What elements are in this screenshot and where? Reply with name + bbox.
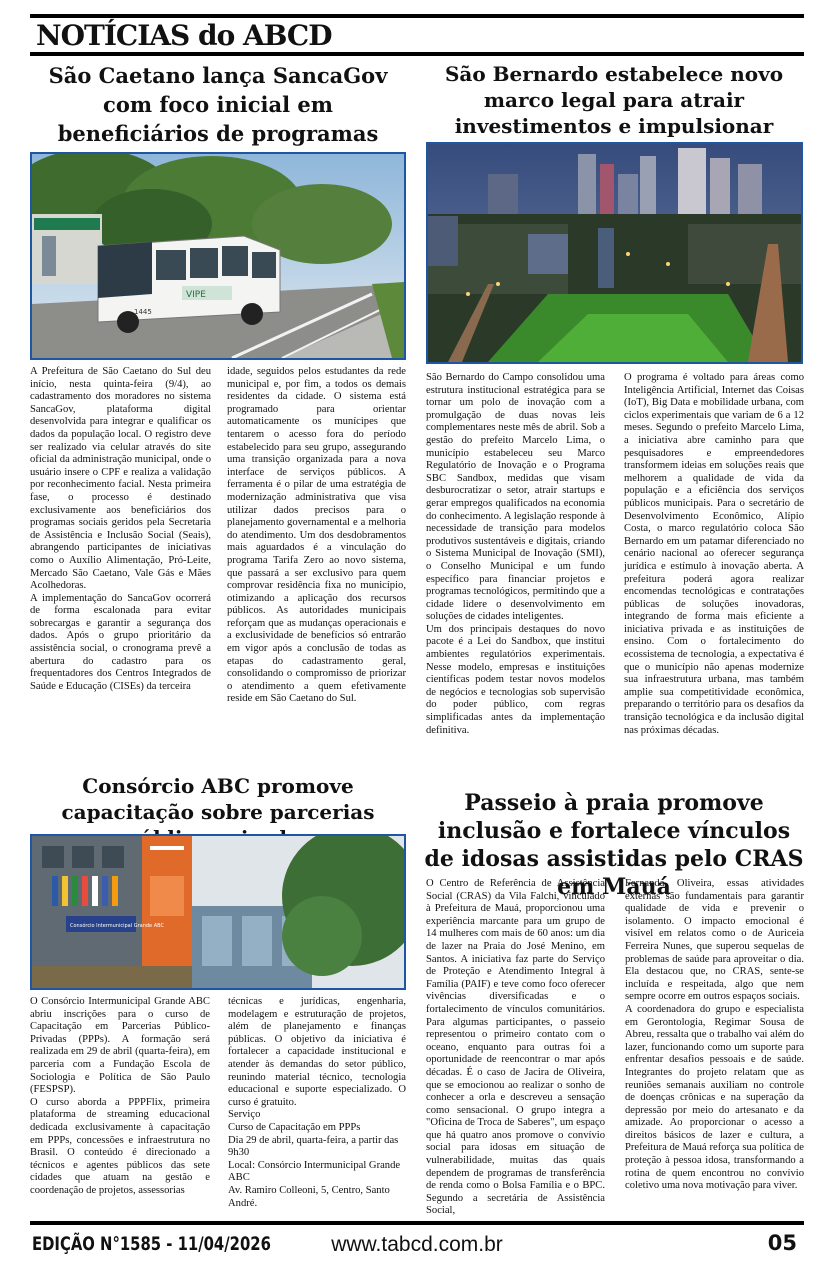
article-body-col1-sao-caetano — [30, 366, 211, 693]
edition-label: EDIÇÃO N°1585 - 11/04/2026 — [32, 1233, 271, 1255]
bus-photo — [30, 152, 406, 360]
paragraph: A coordenadora do grupo e especialista em Gerontologia, Regimar Sousa de Abreu, ressalta que o trabalho vai além do lazer, funcionando como um suporte para enfrentar desafios pessoais e de saúde. Integrantes do projeto relatam que as reuniões semanais auxiliam no controle de doenças crônicas e na superação da depressão por meio do artesanato e da amizade. Ao proporcionar o acesso a direitos básicos de lazer e cultura, a Prefeitura de Mauá reforça sua política de proteção à pessoa idosa, transformando a rotina de quem encontrou no convívio coletivo uma nova motivação para viver. — [625, 1003, 804, 1192]
article-body-col2-consorcio — [228, 996, 406, 1210]
bus-brand-text: VIPE — [186, 290, 206, 300]
masthead-title: NOTÍCIAS do ABCD — [36, 19, 332, 52]
article-headline-consorcio: Consórcio ABC promove capacitação sobre parcerias — [61, 774, 375, 824]
article-headline-sao-bernardo: São Bernardo estabelece novo marco legal para atrair investimentos e impulsionar — [444, 62, 784, 138]
service-label: Serviço — [228, 1109, 261, 1121]
service-address: Av. Ramiro Colleoni, 5, Centro, Santo André. — [228, 1184, 390, 1209]
article-headline-maua: Passeio à praia promove inclusão e fortalece vínculos de idosas assistidas pelo CRAS em Mauá — [424, 790, 804, 900]
article-body-col1-maua — [426, 878, 605, 1218]
paragraph: A Prefeitura de São Caetano do Sul deu início, nesta quinta-feira (9/4), ao cadastramento dos moradores no sistema SancaGov, plataforma digital desenvolvida para integrar e qualificar os dados da população local. O registro deve ser realizado via celular através do site oficial da administração municipal, onde o usuário insere o CPF e realiza a validação por reconhecimento facial. Nesta primeira fase, o processo é destinado exclusivamente aos beneficiários dos programas sociais geridos pela Secretaria de Assistência e Inclusão Social (Seais), abrangendo participantes de iniciativas como o Auxílio Alimentação, Pró-Leite, Mercado São Caetano, Vale Gás e Mães Acolhedoras. — [30, 366, 211, 592]
bus-photo-image — [32, 154, 404, 358]
paragraph: idade, seguidos pelos estudantes da rede municipal e, por fim, a todos os demais residentes da cidade. O sistema está programado para orientar automaticamente os munícipes que tentarem o acesso fora do período estabelecido para seu grupo, assegurando uma transição organizada para a nova interface de serviços públicos. A ferramenta é o pilar de uma estratégia de modernização administrativa que visa utilizar dados precisos para o planejamento governamental e a melhoria do atendimento. Um dos desdobramentos mais aguardados é a vinculação do programa Tarifa Zero ao novo sistema, que passará a ser exclusivo para quem comprovar residência fixa no município, otimizando a aplicação dos recursos públicos. As autoridades municipais reforçam que as mudanças operacionais e a exclusividade de benefícios só entrarão em vigor após a conclusão de todas as etapas do cadastramento geral, consolidando o compromisso de priorizar o atendimento a quem efetivamente reside em São Caetano do Sul. — [227, 366, 406, 705]
consorcio-sign-text: Consórcio Intermunicipal Grande ABC — [70, 923, 164, 929]
article-body-col1-consorcio — [30, 996, 210, 1198]
website-link[interactable]: www.tabcd.com.br — [331, 1233, 503, 1256]
paragraph: O curso aborda a PPPFlix, primeira plataforma de streaming educacional dedicada exclusivamente à capacitação em PPPs, concessões e infraestrutura no Brasil. O conteúdo é direcionado a técnicos e agentes públicos das sete cidades que atuam na gestão e coordenação de projetos, assessorias — [30, 1096, 210, 1196]
service-location: Local: Consórcio Intermunicipal Grande ABC — [228, 1159, 401, 1184]
article-body-col1-sao-bernardo — [426, 372, 605, 737]
page-number: 05 — [767, 1231, 797, 1255]
bus-code-text: 1445 — [134, 308, 152, 316]
article-body-col2-sao-caetano — [227, 366, 406, 706]
masthead-top-rule — [30, 14, 804, 18]
paragraph: A implementação do SancaGov ocorrerá de forma escalonada para evitar sobrecargas e garantir a segurança dos dados. Após o grupo prioritário da assistência social, o cronograma prevê a abertura do cadastro para os frequentadores dos Centros Integrados de Saúde e Educação (CISEs) da terceira — [30, 592, 211, 692]
city-night-image — [428, 144, 801, 362]
paragraph: Fernanda Oliveira, essas atividades externas são fundamentais para garantir qualidade de vida e prevenir o isolamento. O impacto emocional é visível em relatos como o de Auriceia Ferreira Nunes, que superou sequelas de problemas de saúde para aproveitar o dia. Ela destacou que, no CRAS, sente-se incluída e respeitada, algo que nem sempre ocorre em outros espaços sociais. — [625, 878, 804, 1003]
service-date: Dia 29 de abril, quarta-feira, a partir das 9h30 — [228, 1134, 399, 1159]
paragraph: Um dos principais destaques do novo pacote é a Lei do Sandbox, que institui ambientes regulatórios experimentais. Nesse modelo, empresas e instituições científicas podem testar novos modelos de negócios e tecnologias sob supervisão do poder público, com regras simplificadas antes da implementação definitiva. — [426, 623, 605, 736]
consorcio-building-photo — [30, 834, 406, 990]
paragraph: O Centro de Referência de Assistência Social (CRAS) da Vila Falchi, vinculado à Prefeitura de Mauá, proporcionou uma experiência marcante para um grupo de 14 mulheres com mais de 60 anos: um dia de lazer na Praia do José Menino, em Santos. A iniciativa faz parte do Serviço de Proteção e Atendimento Integral à Família (PAIF) e teve como foco oferecer vivências diversificadas e o fortalecimento de vínculos comunitários. Para algumas participantes, o passeio representou o primeiro contato com o oceano, enquanto para outras foi a oportunidade de reencontrar o mar após décadas. É o caso de Jacira de Oliveira, que se emocionou ao realizar o sonho de conhecer a orla e descreveu a sensação como sensacional. O grupo integra a "Oficina de Troca de Saberes", um espaço que há quatro anos promove o convívio social para idosas em situação de vulnerabilidade, muitas das quais dependem de programas de transferência de renda como o Bolsa Família e o BPC. Segundo a secretária de Assistência Social, — [426, 878, 605, 1217]
footer-rule — [30, 1221, 804, 1225]
paragraph: São Bernardo do Campo consolidou uma estrutura institucional estratégica para se tornar um polo de inovação com a promulgação de duas novas leis complementares neste mês de abril. Sob a gestão do prefeito Marcelo Lima, o município estabeleceu seu Marco Regulatório de Inovação e o Programa SBC Sandbox, medidas que visam desburocratizar o setor, atrair startups e gerar empregos qualificados na economia do conhecimento. A legislação responde à necessidade de transição para modelos produtivos sustentáveis e digitais, criando o Sistema Municipal de Inovação (SMI), o Conselho Municipal e um fundo específico para financiar projetos e programas tecnológicos, permitindo que a cidade lidere o desenvolvimento em soluções de cidades inteligentes. — [426, 372, 605, 623]
service-course: Curso de Capacitação em PPPs — [228, 1121, 361, 1133]
paragraph: O programa é voltado para áreas como Inteligência Artificial, Internet das Coisas (IoT), Big Data e mobilidade urbana, com ciclos experimentais que variam de 6 a 12 meses. Segundo o prefeito Marcelo Lima, a iniciativa abre caminho para que pesquisadores e empreendedores transformem ideias em soluções reais que melhorem a qualidade de vida da população e a eficiência dos serviços públicos municipais. Para o secretário de Desenvolvimento Econômico, Alípio Costa, o marco regulatório coloca São Bernardo em um patamar diferenciado no cenário nacional ao oferecer segurança jurídica e estímulo à inovação aberta. A prefeitura poderá agora realizar encomendas tecnológicas e contratações públicas de soluções inovadoras, integrando de forma mais eficiente a iniciativa privada e as instituições de ensino. Com o fortalecimento do ecossistema de tecnologia, a expectativa é que o município não apenas modernize sua infraestrutura urbana, mas também amplie sua competitividade econômica, preparando o território para os desafios da transição tecnológica e da inclusão digital nas próximas décadas. — [624, 372, 804, 736]
article-headline-sao-caetano: São Caetano lança SancaGov com foco inicial em beneficiários de programas — [48, 63, 388, 146]
masthead-bottom-rule — [30, 52, 804, 56]
paragraph: O Consórcio Intermunicipal Grande ABC abriu inscrições para o curso de Capacitação em Parcerias Público-Privadas (PPPs). A formação será realizada em 29 de abril (quarta-feira), em parceria com a Fundação Escola de Sociologia e Política de São Paulo (FESPSP). — [30, 996, 210, 1096]
paragraph: técnicas e jurídicas, engenharia, modelagem e estruturação de projetos, além de planejamento e finanças públicas. O objetivo da iniciativa é fortalecer a capacidade institucional e atender às demandas do setor público, reunindo material técnico, tecnologia educacional e suporte especializado. O curso é gratuito. — [228, 996, 406, 1108]
article-body-col2-sao-bernardo — [624, 372, 804, 737]
city-night-photo — [426, 142, 803, 364]
consorcio-building-image — [32, 836, 404, 988]
article-body-col2-maua — [625, 878, 804, 1193]
